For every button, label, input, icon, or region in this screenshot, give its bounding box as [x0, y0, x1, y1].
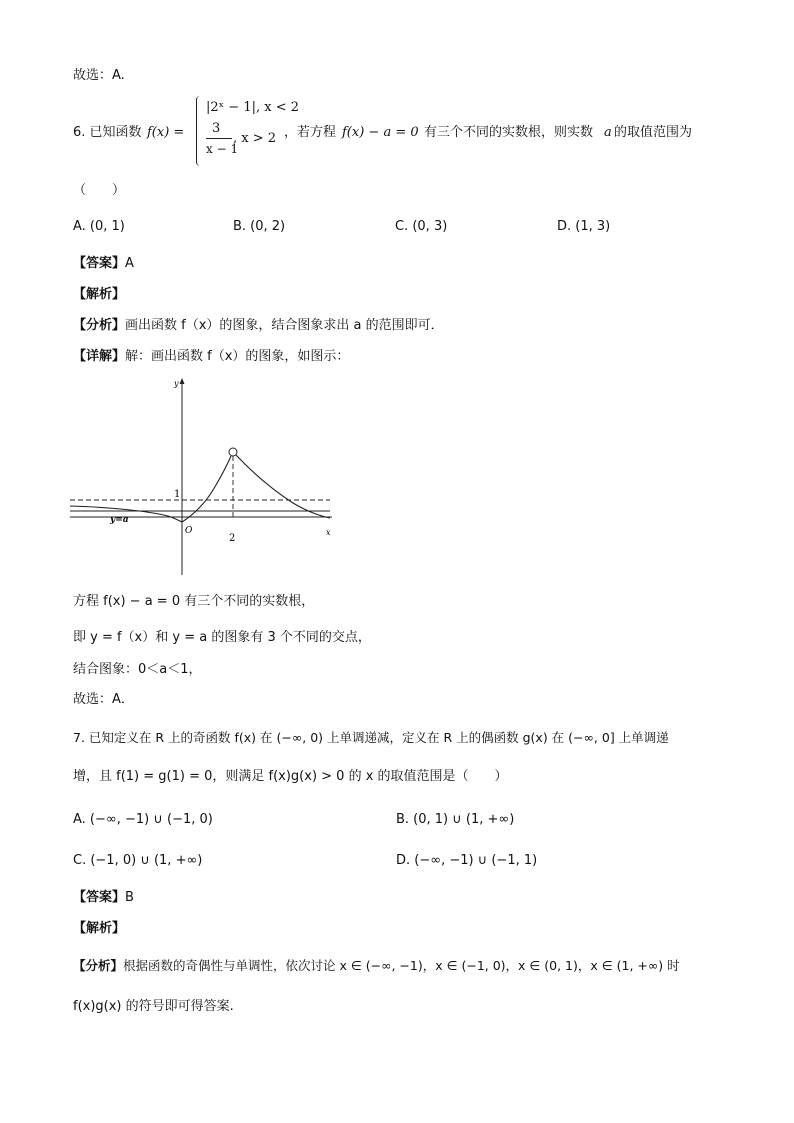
- curve-right: [236, 455, 330, 518]
- piece-1: |2ˣ − 1|, x < 2: [206, 100, 299, 115]
- answer-value-7: B: [125, 890, 134, 905]
- q7-option-d: D. (−∞, −1) ∪ (−1, 1): [396, 853, 538, 868]
- answer-line: [73, 255, 134, 273]
- q7-option-c: C. (−1, 0) ∪ (1, +∞): [73, 853, 203, 868]
- fenxi-text: 画出函数 f（x）的图象，结合图象求出 a 的范围即可．: [125, 318, 444, 333]
- analysis-label-7: 【解析】: [73, 921, 126, 936]
- line-label: y=a: [110, 515, 129, 525]
- piecewise-brace: [196, 96, 205, 166]
- q7-option-b: B. (0, 1) ∪ (1, +∞): [396, 812, 515, 827]
- origin-label: O: [185, 526, 193, 536]
- q6-prefix: 6. 已知函数: [73, 125, 142, 140]
- answer-label-7: 【答案】: [73, 890, 126, 905]
- y-axis-label: y: [174, 379, 179, 388]
- q6-option-c: C. (0, 3): [395, 219, 448, 234]
- q6-option-b: B. (0, 2): [233, 219, 286, 234]
- detail-label: 【详解】: [73, 349, 126, 364]
- q6-option-d: D. (1, 3): [557, 219, 611, 234]
- q7-line-1: 7. 已知定义在 R 上的奇函数 f(x) 在 (−∞, 0) 上单调递减，定义在 R 上的偶函数 g(x) 在 (−∞, 0] 上单调递: [73, 730, 669, 745]
- tick-label-y: 1: [174, 489, 181, 500]
- piece-2-condition: , x > 2: [233, 131, 277, 146]
- function-graph: [68, 375, 340, 580]
- analysis-line-7: [73, 957, 680, 975]
- detail-text: 解：画出函数 f（x）的图象，如图示：: [125, 349, 350, 364]
- y-axis-arrow: [180, 378, 185, 384]
- open-point: [229, 448, 237, 456]
- tick-label-x: 2: [229, 533, 236, 544]
- answer-line-7: [73, 889, 134, 907]
- x-axis-label: x: [326, 528, 331, 537]
- answer-label: 【答案】: [73, 256, 126, 271]
- analysis-line: [73, 317, 444, 335]
- q6-equation: f(x) − a = 0: [342, 125, 419, 140]
- analysis-label: 【解析】: [73, 287, 126, 302]
- fenxi-label: 【分析】: [73, 318, 126, 333]
- piece-2-denominator: x − 1: [206, 142, 239, 156]
- q6-suffix-c: 的取值范围为: [614, 125, 693, 140]
- solution-line-2: 即 y = f（x）和 y = a 的图象有 3 个不同的交点，: [73, 630, 371, 645]
- curve-middle: [182, 456, 231, 522]
- detail-line: [73, 348, 349, 366]
- piece-2-numerator: 3: [212, 121, 221, 136]
- q6-paren: （ ）: [73, 183, 126, 198]
- fraction-bar: [206, 138, 232, 139]
- q7-line-2: 增，且 f(1) = g(1) = 0，则满足 f(x)g(x) > 0 的 x 的取值范围是（ ）: [73, 769, 508, 784]
- text-line: 故选：A.: [73, 68, 125, 83]
- fenxi-text-7: 根据函数的奇偶性与单调性，依次讨论 x ∈ (−∞, −1)，x ∈ (−1, 0)，x ∈ (0, 1)，x ∈ (1, +∞) 时: [123, 958, 680, 973]
- q6-suffix-b: 有三个不同的实数根，则实数: [424, 125, 594, 140]
- solution-line-4: 故选：A．: [73, 692, 134, 707]
- q7-option-a: A. (−∞, −1) ∪ (−1, 0): [73, 812, 213, 827]
- q6-fx: f(x) =: [147, 125, 185, 140]
- solution-line-1: 方程 f(x) − a = 0 有三个不同的实数根，: [73, 594, 315, 609]
- fenxi-label-7: 【分析】: [73, 958, 124, 973]
- q6-option-a: A. (0, 1): [73, 219, 125, 234]
- q6-var-a: a: [604, 125, 612, 140]
- q6-suffix-a: ，若方程: [284, 125, 337, 140]
- analysis-line-7b: f(x)g(x) 的符号即可得答案.: [73, 999, 234, 1014]
- answer-value: A: [125, 256, 134, 271]
- solution-line-3: 结合图象：0＜a＜1，: [73, 662, 202, 677]
